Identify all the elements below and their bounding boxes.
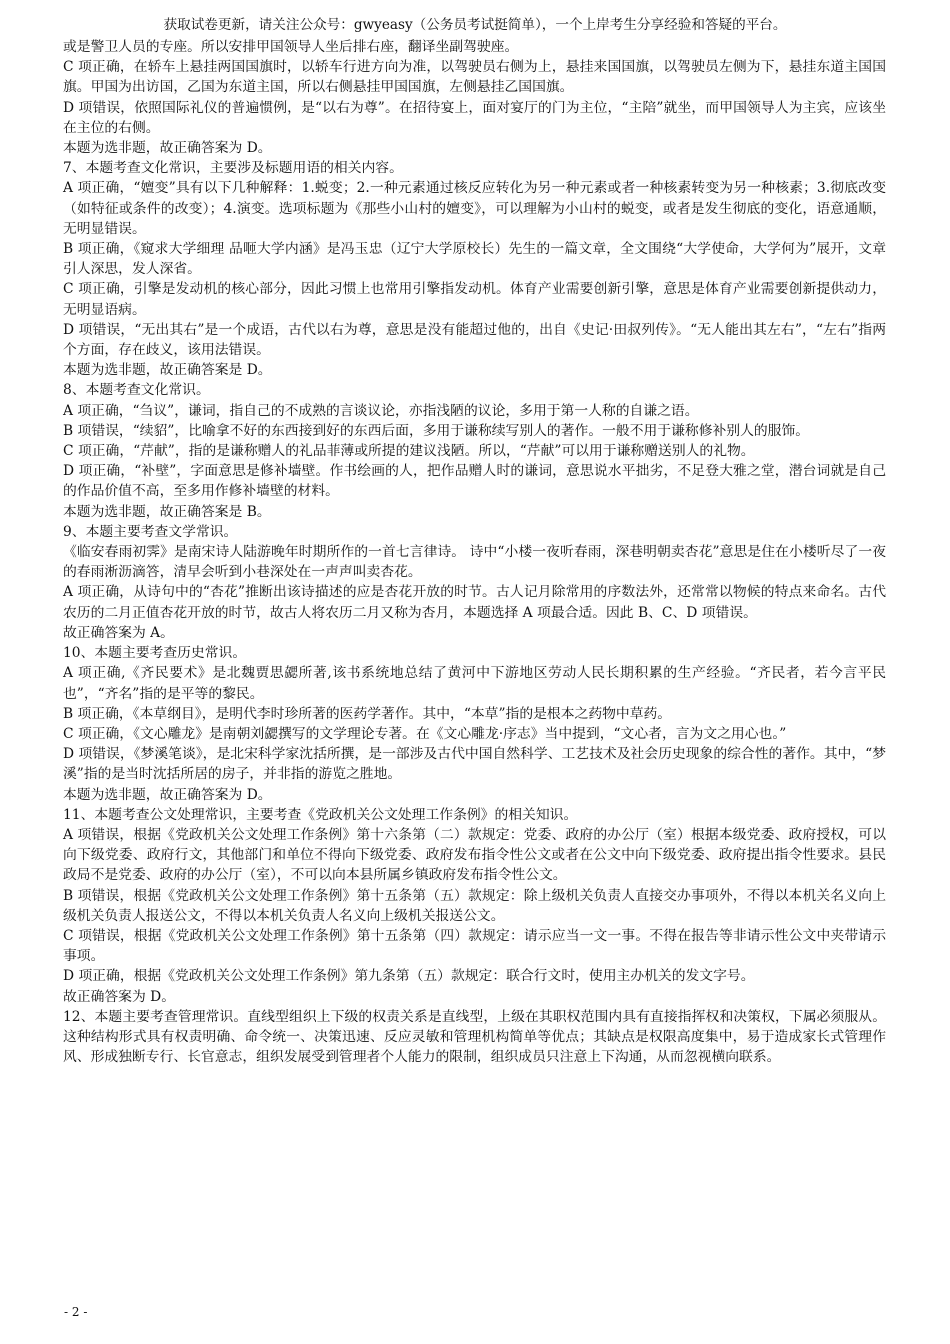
paragraph: 《临安春雨初霁》是南宋诗人陆游晚年时期所作的一首七言律诗。 诗中“小楼一夜听春雨，深巷明朝卖杏花”意思是住在小楼听尽了一夜的春雨淅沥滴答，清早会听到小巷深处在一声声叫卖杏花。: [63, 544, 886, 581]
question-heading: 8、本题考查文化常识。: [63, 382, 210, 399]
question-heading: 11、本题考查公文处理常识，主要考查《党政机关公文处理工作条例》的相关知识。: [63, 806, 578, 823]
question-heading: 12、本题主要考查管理常识。直线型组织上下级的权责关系是直线型，上级在其职权范围内具有直接指挥权和决策权，下属必须服从。这种结构形式具有权责明确、命令统一、决策迅速、反应灵敏和管理机构简单等优点；其缺点是权限高度集中，易于造成家长式管理作风、形成独断专行、长官意志，组织发展受到管理者个人能力的限制，组织成员只注意上下沟通，从而忽视横向联系。: [63, 1008, 886, 1066]
paragraph: B 项错误，“续貂”，比喻拿不好的东西接到好的东西后面，多用于谦称续写别人的著作。一般不用于谦称修补别人的服饰。: [63, 422, 810, 439]
paragraph: 本题为选非题，故正确答案是 B。: [63, 503, 271, 520]
question-heading: 9、本题主要考查文学常识。: [63, 523, 238, 540]
document-body: [63, 37, 886, 1067]
paragraph: D 项错误，“无出其右”是一个成语，古代以右为尊，意思是没有能超过他的，出自《史记·田叔列传》。“无人能出其左右”，“左右”指两个方面，存在歧义，该用法错误。: [63, 321, 887, 359]
paragraph: A 项错误，根据《党政机关公文处理工作条例》第十六条第（二）款规定：党委、政府的办公厅（室）根据本级党委、政府授权，可以向下级党委、政府行文，其他部门和单位不得向下级党委、政府发布指令性公文或者在公文中向下级党委、政府提出指令性要求。县民政局不是党委、政府的办公厅（室），不可以向本县所属乡镇政府发布指令性公文。: [63, 826, 886, 884]
paragraph: B 项错误，根据《党政机关公文处理工作条例》第十五条第（五）款规定：除上级机关负责人直接交办事项外，不得以本机关名义向上级机关负责人报送公文，不得以本机关负责人名义向上级机关报送公文。: [63, 887, 886, 924]
paragraph: D 项正确，“补壁”，字面意思是修补墙壁。作书绘画的人，把作品赠人时的谦词，意思说水平拙劣，不足登大雅之堂，潜台词就是自己的作品价值不高，至多用作修补墙壁的材料。: [63, 463, 886, 500]
paragraph: 或是警卫人员的专座。所以安排甲国领导人坐后排右座，翻译坐副驾驶座。: [63, 39, 519, 55]
paragraph: D 项错误，《梦溪笔谈》，是北宋科学家沈括所撰，是一部涉及古代中国自然科学、工艺技术及社会历史现象的综合性的著作。其中，“梦溪”指的是当时沈括所居的房子，并非指的游览之胜地。: [63, 746, 886, 783]
paragraph: A 项正确，“嬗变”具有以下几种解释：1.蜕变；2.一种元素通过核反应转化为另一种元素或者一种核素转变为另一种核素；3.彻底改变（如特征或条件的改变）；4.演变。选项标题为《那些小山村的嬗变》，可以理解为小山村的蜕变，或者是发生彻底的变化，语意通顺，无明显错误。: [63, 180, 886, 237]
question-heading: 7、本题考查文化常识，主要涉及标题用语的相关内容。: [63, 160, 403, 177]
page-number: - 2 -: [64, 1305, 88, 1319]
paragraph: D 项错误，依照国际礼仪的普遍惯例，是“以右为尊”。在招待宴上，面对宴厅的门为主位，“主陪”就坐，而甲国领导人为主宾，应该坐在主位的右侧。: [63, 99, 886, 136]
paragraph: 本题为选非题，故正确答案是 D。: [63, 362, 272, 379]
paragraph: 故正确答案为 A。: [63, 624, 174, 641]
paragraph: C 项正确，“芹献”，指的是谦称赠人的礼品菲薄或所提的建议浅陋。所以，“芹献”可以用于谦称赠送别人的礼物。: [63, 443, 755, 460]
paragraph: D 项正确，根据《党政机关公文处理工作条例》第九条第（五）款规定：联合行文时，使用主办机关的发文字号。: [63, 968, 755, 985]
paragraph: A 项正确,《齐民要术》是北魏贾思勰所著,该书系统地总结了黄河中下游地区劳动人民长期积累的生产经验。“齐民者，若今言平民也”，“齐名”指的是平等的黎民。: [63, 665, 886, 702]
paragraph: B 项正确，《本草纲目》，是明代李时珍所著的医药学著作。其中，“本草”指的是根本之药物中草药。: [63, 705, 672, 722]
paragraph: 故正确答案为 D。: [63, 988, 176, 1005]
paragraph: A 项正确，“刍议”，谦词，指自己的不成熟的言谈议论，亦指浅陋的议论，多用于第一人称的自谦之语。: [63, 402, 699, 419]
header-banner: 获取试卷更新，请关注公众号：gwyeasy（公务员考试挺简单），一个上岸考生分享经验和答疑的平台。: [163, 17, 787, 33]
paragraph: C 项正确，《文心雕龙》是南朝刘勰撰写的文学理论专著。在《文心雕龙·序志》当中提到，“文心者，言为文之用心也。”: [63, 725, 787, 742]
paragraph: B 项正确，《窥求大学细理 品咂大学内涵》是冯玉忠（辽宁大学原校长）先生的一篇文章，全文围绕“大学使命，大学何为”展开，文章引人深思，发人深省。: [63, 241, 886, 278]
paragraph: C 项正确，在轿车上悬挂两国国旗时，以轿车行进方向为准，以驾驶员右侧为上，悬挂来国国旗，以驾驶员左侧为下，悬挂东道主国国旗。甲国为出访国，乙国为东道主国，所以右侧悬挂甲国国旗，左侧悬挂乙国国旗。: [63, 59, 886, 96]
paragraph: 本题为选非题，故正确答案为 D。: [63, 786, 272, 803]
paragraph: C 项正确，引擎是发动机的核心部分，因此习惯上也常用引擎指发动机。体育产业需要创新引擎，意思是体育产业需要创新提供动力，无明显语病。: [63, 281, 886, 318]
paragraph: C 项错误，根据《党政机关公文处理工作条例》第十五条第（四）款规定：请示应当一文一事。不得在报告等非请示性公文中夹带请示事项。: [63, 927, 886, 965]
question-heading: 10、本题主要考查历史常识。: [63, 645, 247, 662]
paragraph: A 项正确，从诗句中的“杏花”推断出该诗描述的应是杏花开放的时节。古人记月除常用的序数法外，还常常以物候的特点来命名。古代农历的二月正值杏花开放的时节，故古人将农历二月又称为杏月，本题选择 A 项最合适。因此 B、C、D 项错误。: [63, 584, 886, 621]
paragraph: 本题为选非题，故正确答案为 D。: [63, 140, 272, 157]
